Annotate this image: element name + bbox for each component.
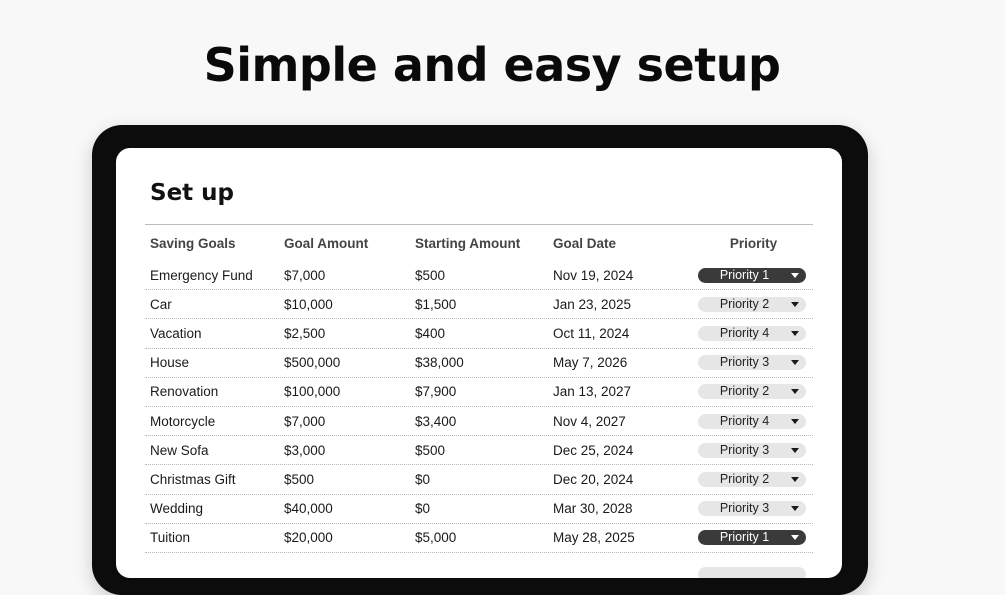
- cell-saving-goal: Christmas Gift: [150, 471, 236, 487]
- cell-goal-date: Dec 20, 2024: [553, 471, 634, 487]
- cell-starting-amount: $3,400: [415, 413, 457, 429]
- cell-goal-date: Mar 30, 2028: [553, 501, 633, 517]
- cell-starting-amount: $5,000: [415, 530, 457, 546]
- caret-down-icon: [791, 535, 799, 540]
- cell-priority: [690, 472, 813, 487]
- table-row: [145, 349, 813, 378]
- cell-starting-amount: $1,500: [415, 296, 457, 312]
- cell-priority: [690, 530, 813, 545]
- table-row-partial: [145, 553, 813, 578]
- cell-goal-date: Oct 11, 2024: [553, 325, 630, 341]
- priority-dropdown[interactable]: [698, 530, 806, 545]
- priority-dropdown-label: Priority 4: [719, 325, 770, 340]
- priority-dropdown[interactable]: [698, 355, 806, 370]
- column-header-starting-amount: Starting Amount: [415, 235, 521, 251]
- cell-priority: [690, 355, 813, 370]
- cell-goal-amount: $40,000: [284, 501, 333, 517]
- priority-dropdown[interactable]: [698, 472, 806, 487]
- cell-priority: [690, 414, 813, 429]
- cell-saving-goal: Tuition: [150, 530, 191, 546]
- cell-saving-goal: House: [150, 355, 190, 371]
- caret-down-icon: [791, 419, 799, 424]
- priority-dropdown[interactable]: [698, 443, 806, 458]
- cell-saving-goal: Emergency Fund: [150, 267, 253, 283]
- cell-saving-goal: Motorcycle: [150, 413, 216, 429]
- goals-table: [145, 224, 813, 578]
- priority-dropdown-label: Priority 4: [719, 413, 770, 428]
- cell-starting-amount: $0: [415, 471, 431, 487]
- column-header-saving-goals: Saving Goals: [150, 235, 236, 251]
- cell-goal-amount: $500: [284, 471, 315, 487]
- caret-down-icon: [791, 389, 799, 394]
- table-row: [145, 407, 813, 436]
- cell-goal-amount: $20,000: [284, 530, 333, 546]
- table-row: [145, 378, 813, 407]
- cell-goal-amount: $7,000: [284, 413, 326, 429]
- column-header-goal-date: Goal Date: [553, 235, 617, 251]
- cell-priority: [690, 443, 813, 458]
- cell-goal-date: Nov 4, 2027: [553, 413, 626, 429]
- priority-dropdown-label: Priority 2: [719, 296, 770, 311]
- priority-dropdown-label: Priority 3: [719, 355, 770, 370]
- priority-dropdown-label: Priority 1: [719, 530, 770, 545]
- priority-dropdown[interactable]: [698, 268, 806, 283]
- priority-dropdown[interactable]: [698, 326, 806, 341]
- cell-saving-goal: Vacation: [150, 325, 202, 341]
- caret-down-icon: [791, 506, 799, 511]
- caret-down-icon: [791, 273, 799, 278]
- table-header-row: [145, 225, 813, 261]
- priority-dropdown-label: Priority 3: [719, 442, 770, 457]
- table-row: [145, 290, 813, 319]
- cell-saving-goal: Wedding: [150, 501, 204, 517]
- cell-goal-amount: $3,000: [284, 442, 326, 458]
- column-header-goal-amount: Goal Amount: [284, 235, 369, 251]
- priority-dropdown-label: Priority 2: [719, 384, 770, 399]
- cell-goal-date: Nov 19, 2024: [553, 267, 634, 283]
- caret-down-icon: [791, 302, 799, 307]
- cell-starting-amount: $7,900: [415, 384, 457, 400]
- priority-dropdown[interactable]: [698, 414, 806, 429]
- caret-down-icon: [791, 331, 799, 336]
- cell-saving-goal: New Sofa: [150, 442, 209, 458]
- cell-goal-amount: $500,000: [284, 355, 341, 371]
- cell-goal-amount: $2,500: [284, 325, 326, 341]
- cell-goal-date: Jan 23, 2025: [553, 296, 632, 312]
- cell-starting-amount: $500: [415, 267, 446, 283]
- table-row: [145, 495, 813, 524]
- cell-starting-amount: $0: [415, 501, 431, 517]
- cell-priority: [690, 384, 813, 399]
- column-header-priority: Priority: [729, 235, 778, 251]
- cell-goal-date: Dec 25, 2024: [553, 442, 634, 458]
- table-row: [145, 465, 813, 494]
- tablet-screen: [116, 148, 842, 578]
- cell-priority: [690, 268, 813, 283]
- table-row: [145, 436, 813, 465]
- cell-priority: [690, 297, 813, 312]
- caret-down-icon: [791, 448, 799, 453]
- cell-goal-amount: $7,000: [284, 267, 326, 283]
- priority-dropdown-label: Priority 2: [719, 471, 770, 486]
- cell-goal-date: Jan 13, 2027: [553, 384, 632, 400]
- priority-dropdown[interactable]: [698, 567, 806, 578]
- table-row: [145, 261, 813, 290]
- cell-starting-amount: $500: [415, 442, 446, 458]
- cell-priority: [690, 501, 813, 516]
- caret-down-icon: [791, 477, 799, 482]
- setup-title: Set up: [150, 180, 235, 206]
- priority-dropdown-label: Priority 3: [719, 501, 770, 516]
- priority-dropdown[interactable]: [698, 384, 806, 399]
- cell-goal-date: May 28, 2025: [553, 530, 635, 546]
- cell-goal-date: May 7, 2026: [553, 355, 628, 371]
- table-row: [145, 319, 813, 348]
- cell-priority: [690, 326, 813, 341]
- cell-saving-goal: Car: [150, 296, 172, 312]
- table-row: [145, 524, 813, 553]
- priority-dropdown[interactable]: [698, 501, 806, 516]
- caret-down-icon: [791, 360, 799, 365]
- cell-goal-amount: $10,000: [284, 296, 333, 312]
- cell-starting-amount: $400: [415, 325, 446, 341]
- priority-dropdown[interactable]: [698, 297, 806, 312]
- hero-title: Simple and easy setup: [203, 38, 781, 92]
- cell-saving-goal: Renovation: [150, 384, 219, 400]
- cell-starting-amount: $38,000: [415, 355, 464, 371]
- priority-dropdown-label: Priority 1: [719, 267, 770, 282]
- cell-goal-amount: $100,000: [284, 384, 341, 400]
